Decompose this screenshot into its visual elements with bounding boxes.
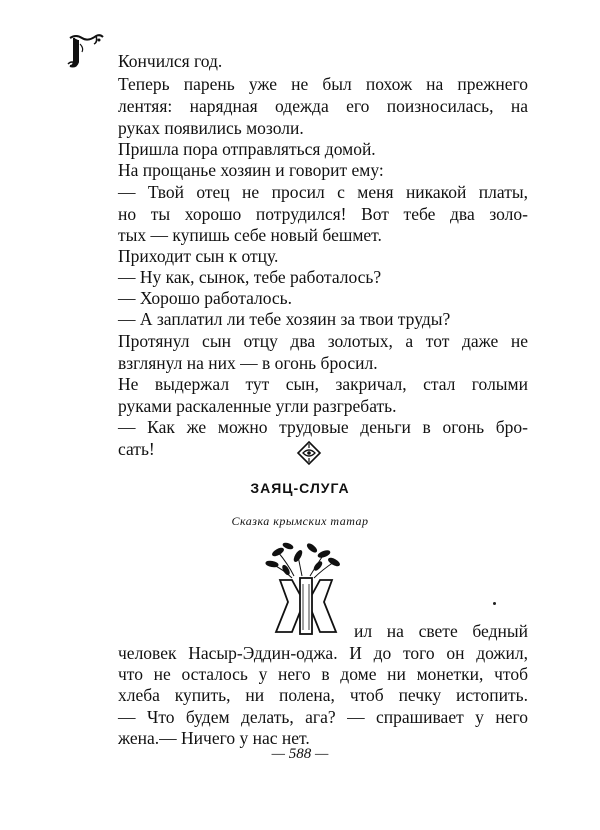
text-line: что не осталось у него в доме ни монетки, чтоб <box>118 664 528 684</box>
text-line: — Ну как, сынок, тебе работалось? <box>118 267 382 287</box>
corner-ornament-icon <box>66 30 106 70</box>
text-line: взглянул на них — в огонь бросил. <box>118 353 378 373</box>
divider-ornament-icon <box>294 440 324 466</box>
text-line: лентяя: нарядная одежда его поизносилась, на <box>118 96 528 116</box>
text-line: — Твой отец не просил с меня никакой платы, <box>118 182 528 202</box>
text-line: человек Насыр-Эддин-оджа. И до того он дожил, <box>118 643 528 663</box>
text-line: — Что будем делать, ага? — спрашивает у него <box>118 707 528 727</box>
text-line: руками раскаленные угли разгребать. <box>118 396 397 416</box>
text-line: жена.— Ничего у нас нет. <box>118 728 310 748</box>
text-line: Пришла пора отправляться домой. <box>118 139 376 159</box>
text-line: ил на свете бедный <box>354 621 528 641</box>
text-line: руках появились мозоли. <box>118 118 304 138</box>
text-line: — А заплатил ли тебе хозяин за твои труды? <box>118 309 451 329</box>
text-line: — Как же можно трудовые деньги в огонь бро- <box>118 417 528 437</box>
text-line: Не выдержал тут сын, закричал, стал голыми <box>118 374 528 394</box>
text-line: — Хорошо работалось. <box>118 288 293 308</box>
page-number: — 588 — <box>271 746 329 762</box>
text-line: тых — купишь себе новый бешмет. <box>118 225 382 245</box>
text-line: сать! <box>118 439 155 459</box>
story-subtitle: Сказка крымских татар <box>231 514 369 528</box>
text-line: Теперь парень уже не был похож на прежнего <box>118 74 528 94</box>
text-line: Приходит сын к отцу. <box>118 246 279 266</box>
dropcap-letter-illustration <box>258 540 354 636</box>
text-line: На прощанье хозяин и говорит ему: <box>118 160 384 180</box>
text-line: Кончился год. <box>118 51 223 71</box>
text-line: но ты хорошо потрудился! Вот тебе два золо- <box>118 204 528 224</box>
text-line: хлеба купить, ни полена, чтоб печку истопить. <box>118 685 528 705</box>
story-title: ЗАЯЦ-СЛУГА <box>250 480 350 496</box>
ink-mark <box>493 602 496 605</box>
text-line: Протянул сын отцу два золотых, а тот даже не <box>118 331 528 351</box>
